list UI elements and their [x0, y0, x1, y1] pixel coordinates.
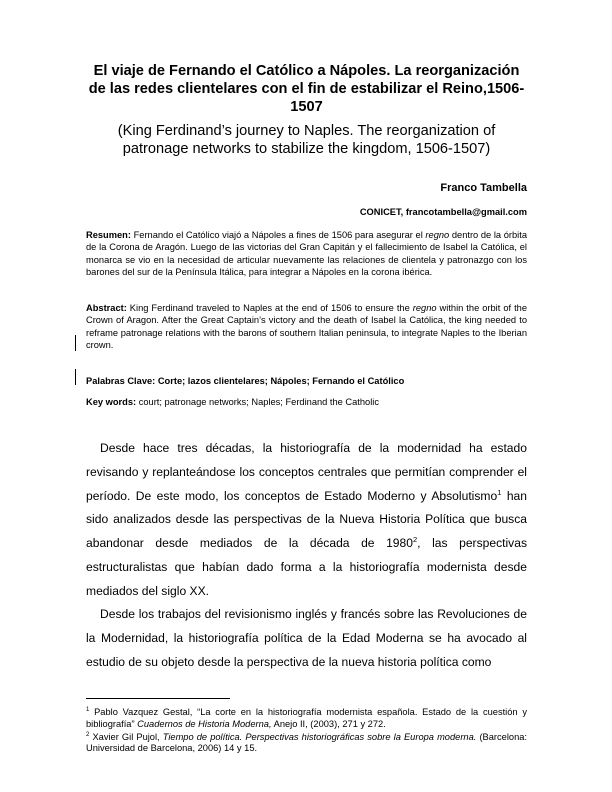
- paper-subtitle: (King Ferdinand’s journey to Naples. The reorganization of patronage networks to stabilize the kingdom, 1506-1507): [117, 123, 496, 157]
- footnote-1-text-cont: Anejo II, (2003), 271 y 272.: [271, 718, 386, 729]
- footnote-1-number: 1: [86, 707, 90, 714]
- keywords-label: Key words:: [86, 397, 137, 408]
- footnote-1-text: Pablo Vazquez Gestal, “La corte en la historiografía modernista española. Estado de la cuestión y bibliografía”: [86, 707, 527, 729]
- author-name: Franco Tambella: [440, 182, 527, 194]
- body-paragraph-2: Desde los trabajos del revisionismo inglés y francés sobre las Revoluciones de la Modernidad, la historiografía política de la Edad Moderna se ha avocado al estudio de su objeto desde la perspectiva de la nueva historia política como: [86, 607, 527, 669]
- footnote-2-italic: Tiempo de política. Perspectivas historiográficas sobre la Europa moderna.: [162, 732, 477, 743]
- resumen-italic: regno: [425, 230, 450, 240]
- body-paragraph-1: [86, 437, 527, 603]
- paragraph1-part3: , las perspectivas estructuralistas que habían dado forma a la historiografía modernista desde mediados del siglo XX.: [86, 536, 527, 598]
- keywords: [86, 396, 527, 408]
- resumen: [86, 229, 527, 278]
- keywords-text: court; patronage networks; Naples; Ferdinand the Catholic: [136, 397, 380, 408]
- abstract-label: Abstract:: [86, 303, 127, 314]
- revision-mark: [75, 369, 76, 385]
- abstract-italic: regno: [412, 303, 437, 314]
- footnote-2-text-cont: (Barcelona: Universidad de Barcelona, 2006) 14 y 15.: [86, 732, 527, 754]
- palabras-clave: Palabras Clave: Corte; lazos clientelares; Nápoles; Fernando el Católico: [86, 376, 405, 387]
- paragraph1-part1: Desde hace tres décadas, la historiografía de la modernidad ha estado revisando y replanteándose los conceptos centrales que permitían comprender el período. De este modo, los conceptos de Estado Moderno y Absolutismo: [86, 441, 527, 503]
- paper-title: El viaje de Fernando el Católico a Nápoles. La reorganización de las redes clientelares con el fin de estabilizar el Reino,1506-1507: [88, 63, 525, 115]
- resumen-text: Fernando el Católico viajó a Nápoles a fines de 1506 para asegurar el: [130, 230, 426, 240]
- resumen-text-cont: dentro de la órbita de la Corona de Aragón. Luego de las victorias del Gran Capitán y el fallecimiento de Isabel la Católica, el monarca se vio en la necesidad de articular nuevamente las relaciones de clientela y patronazgo con los barones del sur de la Península Itálica, para integrar a Nápoles en la corona ibérica.: [86, 230, 527, 277]
- page-content: [86, 62, 527, 755]
- paragraph1-part2: han sido analizados desde las perspectivas de la Nueva Historia Política que busca abandonar desde mediados de la década de 1980: [86, 488, 527, 551]
- resumen-label: Resumen:: [86, 230, 131, 240]
- footnote-ref-1: 1: [497, 487, 502, 497]
- revision-mark: [75, 335, 76, 351]
- footnote-ref-2: 2: [413, 535, 418, 545]
- abstract-text: King Ferdinand traveled to Naples at the end of 1506 to ensure the: [126, 303, 413, 314]
- footnote-1-italic: Cuadernos de Historia Moderna,: [137, 718, 272, 729]
- footnote-2: [86, 730, 527, 755]
- abstract: [86, 302, 527, 351]
- author-affiliation: CONICET, francotambella@gmail.com: [359, 207, 527, 217]
- footnote-2-number: 2: [86, 732, 90, 739]
- abstract-text-cont: within the orbit of the Crown of Aragon. After the Great Captain’s victory and the death of Isabel la Católica, the king needed to reframe patronage relations with the barons of southern Italian peninsula, to integrate Naples to the Iberian crown.: [86, 303, 527, 351]
- footnote-1: [86, 705, 527, 730]
- footnote-2-text: Xavier Gil Pujol,: [89, 732, 163, 743]
- footnote-separator: [86, 698, 230, 699]
